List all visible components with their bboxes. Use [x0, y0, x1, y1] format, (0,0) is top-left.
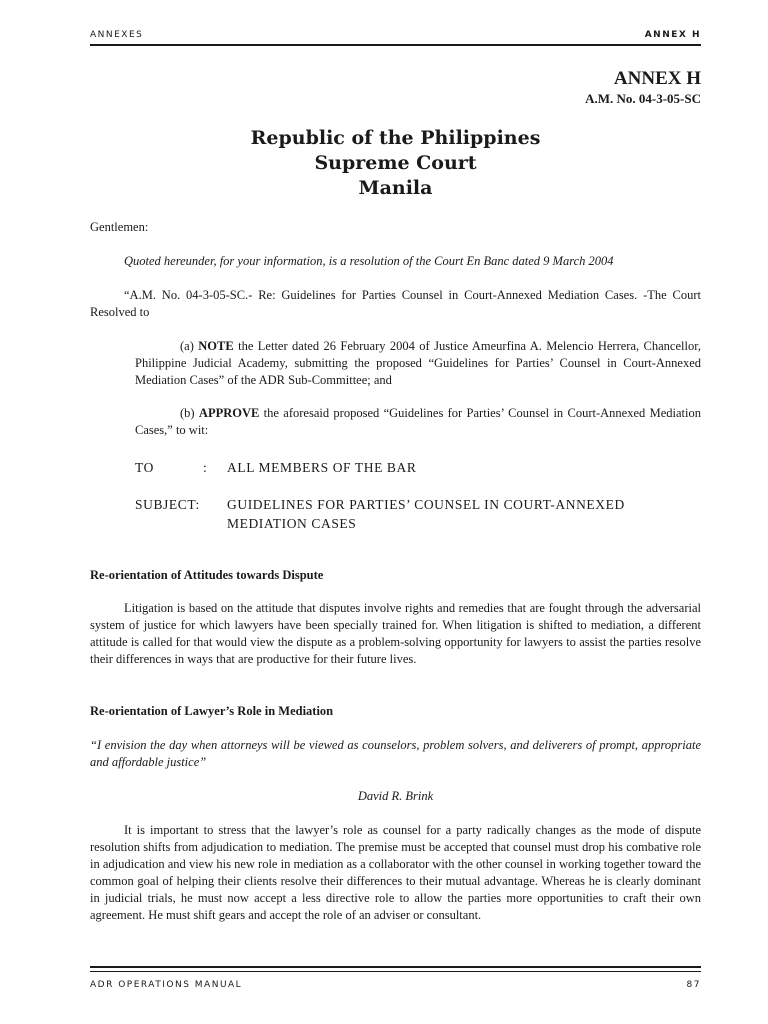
header-rule	[90, 44, 701, 46]
running-footer	[90, 980, 701, 992]
running-header	[90, 30, 701, 42]
memo-subject-value: GUIDELINES FOR PARTIES’ COUNSEL IN COURT-ANNEXED MEDIATION CASES	[227, 497, 625, 531]
epigraph-quote: “I envision the day when attorneys will be viewed as counselors, problem solvers, and deliverers of prompt, appropriate and affordable justice”	[90, 738, 701, 769]
memo-to-colon: :	[203, 460, 208, 475]
running-footer-left: ADR OPERATIONS MANUAL	[90, 980, 243, 990]
section-heading-lawyers-role: Re-orientation of Lawyer’s Role in Mediation	[90, 704, 334, 718]
item-a	[135, 338, 701, 389]
annex-title: ANNEX H	[613, 68, 701, 89]
item-b-text: the aforesaid proposed “Guidelines for Parties’ Counsel in Court-Annexed Mediation Cases,” to wit:	[135, 406, 701, 437]
item-b-keyword: APPROVE	[198, 406, 260, 420]
annex-block	[585, 68, 701, 108]
item-a-keyword: NOTE	[198, 339, 234, 353]
memo-to-row	[135, 458, 701, 477]
memo-to-value: ALL MEMBERS OF THE BAR	[227, 460, 417, 475]
annex-am-number: A.M. No. 04-3-05-SC	[585, 91, 701, 106]
footer-rule-thick	[90, 966, 701, 968]
memo-subject-row	[135, 495, 701, 533]
memo-to-label: TO	[135, 460, 154, 475]
resolution-intro: “A.M. No. 04-3-05-SC.- Re: Guidelines for Parties Counsel in Court-Annexed Mediation Cases. -The Court Resolved to	[90, 288, 701, 319]
court-line-manila: Manila	[358, 177, 433, 199]
running-header-right: ANNEX H	[644, 30, 701, 40]
memo-subject-label: SUBJECT:	[135, 497, 200, 512]
section-paragraph-attitudes: Litigation is based on the attitude that disputes involve rights and remedies that are fought through the adversarial system of justice for which lawyers have been specially trained for. When litigation is shifted to mediation, a different attitude is called for that would view the dispute as a problem-solving opportunity for lawyers to assist the parties resolve their differences in ways that are productive for their future lives.	[90, 601, 701, 666]
item-a-prefix: (a)	[180, 339, 199, 353]
item-b	[135, 405, 701, 439]
court-heading	[90, 126, 701, 201]
salutation: Gentlemen:	[90, 220, 149, 234]
item-a-text: the Letter dated 26 February 2004 of Justice Ameurfina A. Melencio Herrera, Chancellor, Philippine Judicial Academy, submitting the proposed “Guidelines for Parties’ Counsel in Court-Annexed Mediation Cases” of the ADR Sub-Committee; and	[135, 339, 702, 387]
quoted-intro: Quoted hereunder, for your information, is a resolution of the Court En Banc dated 9 March 2004	[124, 254, 614, 268]
document-page	[90, 0, 701, 1024]
footer-rule-thin	[90, 971, 701, 972]
section-heading-attitudes: Re-orientation of Attitudes towards Dispute	[90, 568, 324, 582]
court-line-supreme-court: Supreme Court	[314, 152, 477, 174]
running-header-left: ANNEXES	[90, 30, 144, 40]
court-line-republic: Republic of the Philippines	[250, 127, 541, 149]
epigraph-author: David R. Brink	[357, 789, 434, 803]
section-paragraph-lawyers-role: It is important to stress that the lawyer’s role as counsel for a party radically changes as the mode of dispute resolution shifts from adjudication to mediation. The premise must be accepted that counsel must drop his combative role in adjudication and view his new role in mediation as a collaborator with the other counsel in working together toward the common goal of helping their clients resolve their differences to their mutual advantage. Whereas he is clearly dominant in judicial trials, he must now accept a less directive role to allow the parties more opportunities to craft their own agreement. He must shift gears and accept the role of an adviser or consultant.	[90, 823, 701, 922]
page-number: 87	[686, 980, 701, 990]
item-b-prefix: (b)	[180, 406, 199, 420]
